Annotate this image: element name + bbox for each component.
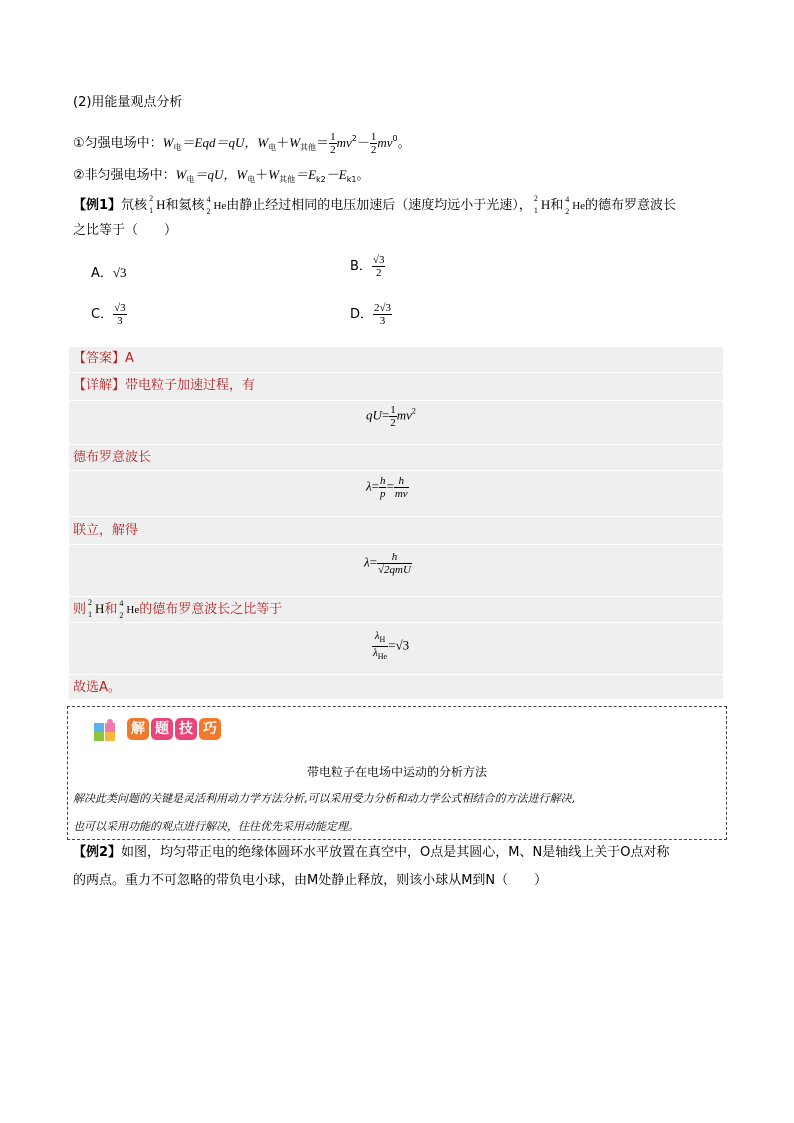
example1-text-d: 和 [550, 198, 564, 213]
choice-d[interactable]: D． $\frac{2√3}{3}$ [350, 302, 392, 327]
example1-question [73, 196, 676, 215]
detail-label: 【详解】 [73, 378, 126, 393]
eq1-sq0: 0 [392, 134, 398, 143]
answer-divider [69, 596, 723, 597]
nuclide-he-2: 4 2 He [565, 195, 586, 216]
eq1-sub-e2: 电 [268, 143, 277, 152]
choice-c-frac: $\frac{√3}{3}$ [114, 302, 126, 327]
eq2-rest: ＝E [295, 167, 317, 182]
eq1-eq: ＝ [316, 136, 330, 151]
answer-divider [69, 444, 723, 445]
example1-text-b: 和氦核 [165, 198, 205, 213]
eq2-k2: k2 [316, 175, 326, 184]
nuclide-h: 2 1 H [149, 194, 166, 215]
eq2-prefix: ②非匀强电场中： [73, 168, 176, 183]
answer-line [73, 350, 134, 368]
answer-divider [69, 674, 723, 675]
answer-divider [69, 372, 723, 373]
combine-text: 联立，解得 [73, 523, 139, 538]
eq1-mv2: mv [336, 135, 352, 150]
choice-b[interactable]: B． $\frac{√3}{2}$ [350, 254, 385, 279]
answer-divider [69, 400, 723, 401]
energy-equation-nonuniform [73, 166, 369, 189]
choice-b-frac: $\frac{√3}{2}$ [372, 254, 385, 279]
answer-divider [69, 516, 723, 517]
nuclide-he: 4 2 He [206, 195, 227, 216]
nuclide-h-2: 2 1 H [533, 194, 551, 215]
tip-title: 带电粒子在电场中运动的分析方法 [306, 765, 487, 779]
eq1-w3: W [289, 135, 301, 150]
example2-line1: 如图，均匀带正电的绝缘体圆环水平放置在真空中，O点是其圆心，M、N是轴线上关于O点对称 [121, 845, 670, 860]
eq1-mid: ＝Eqd＝qU， [181, 135, 258, 150]
nuclide-h-3: 2 1 H [88, 598, 105, 619]
eq2-minus: －E [325, 167, 347, 182]
formula-solution: λ= $\frac{h}{\text{√2qmU}}$ [364, 551, 411, 576]
eq1-half-frac2: $\frac{1}{2}$ [370, 131, 377, 156]
eq2-end: 。 [356, 168, 370, 183]
example2-question [73, 844, 669, 862]
example1-text-c: 由静止经过相同的电压加速后（速度均远小于光速）， [226, 198, 532, 213]
answer-divider [69, 622, 723, 623]
ratio-text: 则 2 1 H和 4 2 He的德布罗意波长之比等于 [73, 598, 283, 620]
answer-value: A [125, 351, 134, 366]
formula-energy: qU= $\frac{1}{2}$ $mv^2$ [366, 404, 416, 429]
eq2-w3: W [268, 167, 280, 182]
eq1-minus: － [356, 136, 370, 151]
eq2-w2: W [236, 167, 248, 182]
tip-badge-3: 技 [175, 718, 197, 740]
answer-divider [69, 470, 723, 471]
puzzle-icon [93, 718, 117, 742]
eq1-sub-e: 电 [173, 143, 182, 152]
eq2-sub-e: 电 [186, 175, 195, 184]
eq1-mv0: mv [377, 135, 393, 150]
choice-c[interactable]: C． $\frac{√3}{3}$ [91, 302, 126, 327]
example1-text-e: 的德布罗意波长 [585, 198, 677, 213]
tip-badges [127, 718, 223, 740]
eq1-w: W [162, 135, 174, 150]
example1-question-line2: 之比等于（ ） [73, 223, 178, 238]
choice-d-frac: $\frac{2√3}{3}$ [374, 302, 392, 327]
eq1-half-frac: $\frac{1}{2}$ [330, 131, 336, 156]
section-heading: (2)用能量观点分析 [73, 95, 183, 110]
choice-a-value: √3 [112, 265, 127, 280]
debroglie-text: 德布罗意波长 [73, 450, 152, 465]
example2-question-line2: 的两点。重力不可忽略的带负电小球，由M处静止释放，则该小球从M到N（ ） [73, 873, 548, 888]
eq1-sub-other: 其他 [300, 143, 317, 152]
nuclide-he-3: 4 2 He [119, 599, 140, 620]
tip-badge-1: 解 [127, 718, 149, 740]
answer-divider [69, 544, 723, 545]
energy-equation-uniform [73, 130, 411, 157]
example1-label: 【例1】 [73, 198, 122, 213]
tip-body-line1: 解决此类问题的关键是灵活利用动力学方法分析,可以采用受力分析和动力学公式相结合的方法进行解决, [73, 792, 575, 805]
eq2-plus: ＋ [255, 168, 269, 183]
eq1-prefix: ①匀强电场中： [73, 136, 163, 151]
example1-text-a: 氘核 [121, 198, 148, 213]
tip-badge-2: 题 [151, 718, 173, 740]
answer-label: 【答案】 [73, 351, 126, 366]
detail-line [73, 377, 255, 395]
tip-badge-4: 巧 [199, 718, 221, 740]
eq1-sq: 2 [351, 134, 357, 143]
eq2-sub-e2: 电 [247, 175, 256, 184]
eq1-end: 。 [397, 136, 411, 151]
eq2-k1: k1 [346, 175, 357, 184]
eq2-sub-other: 其他 [279, 175, 296, 184]
formula-ratio: $\frac{\lambda_H}{\lambda_{He}}$ =√3 [373, 630, 410, 661]
example2-label: 【例2】 [73, 845, 122, 860]
eq1-plus: ＋ [276, 136, 290, 151]
choice-a[interactable]: A．√3 [91, 265, 127, 281]
detail-text: 带电粒子加速过程，有 [125, 378, 256, 393]
eq1-w2: W [257, 135, 269, 150]
eq2-w: W [175, 167, 187, 182]
eq2-mid: ＝qU， [194, 167, 237, 182]
tip-body-line2: 也可以采用功能的观点进行解决，往往优先采用动能定理。 [73, 820, 359, 833]
formula-wavelength: λ= $\frac{h}{p}$ = $\frac{h}{mv}$ [366, 475, 408, 500]
conclusion-text: 故选A。 [73, 680, 121, 695]
